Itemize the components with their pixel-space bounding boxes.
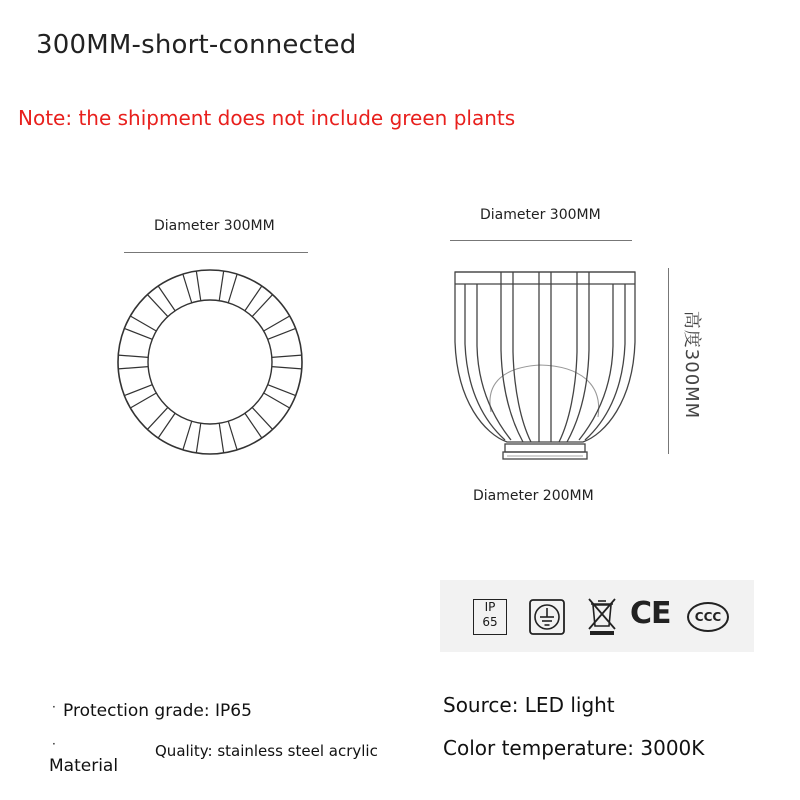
ring-spoke (272, 367, 302, 369)
lamp-body-outline (455, 272, 635, 442)
inner-globe (490, 365, 599, 417)
ring-spoke (130, 393, 156, 408)
ring-spoke (264, 316, 290, 331)
ip65-icon (473, 599, 507, 635)
ring-spoke (264, 393, 290, 408)
ring-spoke (147, 407, 167, 429)
outer-ring (118, 270, 302, 454)
side-view-top-diameter-label: Diameter 300MM (480, 207, 601, 223)
spec-bullet: · (52, 737, 56, 751)
weee-bin-icon (585, 596, 619, 636)
ring-spoke (272, 355, 302, 357)
ring-spoke (268, 328, 296, 339)
spec-bullet: · (52, 700, 56, 714)
side-view-drawing (445, 262, 645, 464)
ring-spoke (124, 328, 152, 339)
top-view-diameter-label: Diameter 300MM (154, 218, 275, 234)
ring-spoke (228, 421, 237, 450)
page-title: 300MM-short-connected (36, 30, 357, 60)
ring-spoke (118, 367, 148, 369)
ring-spoke (118, 355, 148, 357)
ce-mark-icon: CE (630, 596, 671, 631)
ring-spoke (228, 274, 237, 303)
side-view-height-label: 高度300MM (681, 310, 702, 420)
ring-spoke (183, 421, 192, 450)
spec-protection-grade: Protection grade: IP65 (63, 701, 252, 721)
ring-spoke (252, 295, 272, 317)
ring-spoke (196, 271, 200, 301)
spec-color-temperature: Color temperature: 3000K (443, 736, 705, 760)
shipment-note: Note: the shipment does not include green plants (18, 106, 516, 130)
ring-spoke (245, 286, 262, 311)
ccc-mark-icon: CCC (687, 602, 729, 632)
ring-spoke (219, 423, 223, 453)
ring-spoke (124, 385, 152, 396)
top-view-drawing (112, 268, 312, 458)
ring-spoke (183, 274, 192, 303)
spec-material-label: Material (49, 756, 119, 776)
ring-spoke (252, 407, 272, 429)
ring-spoke (147, 295, 167, 317)
ring-spoke (245, 413, 262, 438)
side-view-top-dimension-line (450, 240, 632, 241)
side-view-height-dimension-line (668, 268, 669, 454)
side-view-base-diameter-label: Diameter 200MM (473, 488, 594, 504)
certification-panel (440, 580, 754, 652)
ring-spoke (158, 413, 175, 438)
top-view-dimension-line (124, 252, 308, 253)
ip65-icon-line2: 65 (482, 615, 498, 629)
ring-spoke (130, 316, 156, 331)
ip65-icon-line1: IP (484, 600, 496, 614)
ring-spoke (219, 271, 223, 301)
spec-source: Source: LED light (443, 693, 615, 717)
spec-quality: Quality: stainless steel acrylic (155, 742, 378, 760)
ring-spoke (158, 286, 175, 311)
ring-spoke (196, 423, 200, 453)
ring-spoke (268, 385, 296, 396)
ground-protection-icon (528, 598, 566, 636)
inner-ring (148, 300, 272, 424)
